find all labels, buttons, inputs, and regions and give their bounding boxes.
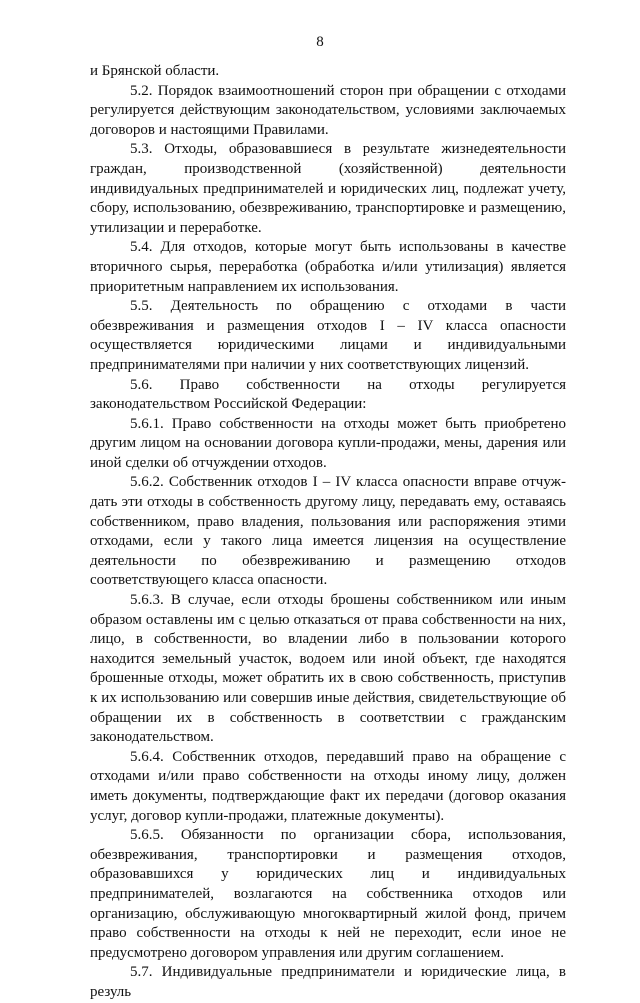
paragraph-5-6-4: 5.6.4. Собственник отходов, передавший право на обращение с отходами и/или право собственности на отходы иному лицу, должен иметь документы, подтверждающие факт их передачи (договор оказания услуг, договор купли-продажи, платежные документы). [90,748,566,824]
paragraph-5-5: 5.5. Деятельность по обращению с отходами в части обезвреживания и размещения отходов I – IV класса опасности осуществляется юридическими лицами и индивидуальными предпринимателями при наличии у них соответствующих лицензий. [90,298,566,373]
paragraph-continuation: и Брянской области. [90,63,220,79]
paragraph-5-6-1: 5.6.1. Право собственности на отходы может быть приобретено другим лицом на основании договора купли-продажи, мены, дарения или иной сделки об отчуждении отходов. [90,415,566,471]
paragraph-5-6-3: 5.6.3. В случае, если отходы брошены собственником или иным образом оставлены им с целью отказаться от права собственности на них, лицо, в собственности, во владении либо в пользовании которого находится земельный участок, водоем или иной объект, где находятся брошенные отходы, может обратить их в свою собственность, приступив к их использованию или совершив иные действия, свидетельствующие об обращении их в собственность в соответствии с гражданским законодательством. [90,592,566,746]
document-body [90,62,566,1003]
page-number: 8 [316,34,324,50]
paragraph-5-7: 5.7. Индивидуальные предприниматели и юридические лица, в резуль [90,964,566,1000]
paragraph-5-6-2: 5.6.2. Собственник отходов I – IV класса опасности вправе отчуждать эти отходы в собственность другому лицу, передавать ему, оставаясь собственником, право владения, пользования или распоряжения этими отходами, если у такого лица имеется лицензия на осуществление деятельности по обезвреживанию и размещению отходов соответствующего класса опасности. [90,474,566,589]
paragraph-5-6: 5.6. Право собственности на отходы регулируется законодательством Российской Федерации: [90,376,566,413]
paragraph-5-2: 5.2. Порядок взаимоотношений сторон при обращении с отходами регулируется действующим законодательством, условиями заключаемых договоров и настоящими Правилами. [90,82,566,138]
paragraph-5-4: 5.4. Для отходов, которые могут быть использованы в качестве вторичного сырья, переработка (обработка и/или утилизация) является приоритетным направлением их использования. [90,239,566,295]
paragraph-5-6-5: 5.6.5. Обязанности по организации сбора, использования, обезвреживания, транспортировки и размещения отходов, образовавшихся у юридических лиц и индивидуальных предпринимателей, возлагаются на собственника отходов или организацию, обслуживающую многоквартирный жилой фонд, причем право собственности на отходы к ней не переходит, если иное не предусмотрено договором управления или другим соглашением. [90,827,566,961]
paragraph-5-3: 5.3. Отходы, образовавшиеся в результате жизнедеятельности граждан, производственной (хозяйственной) деятельности индивидуальных предпринимателей и юридических лиц, подлежат учету, сбору, использованию, обезвреживанию, транспортировке и размещению, утилизации и переработке. [90,141,566,236]
